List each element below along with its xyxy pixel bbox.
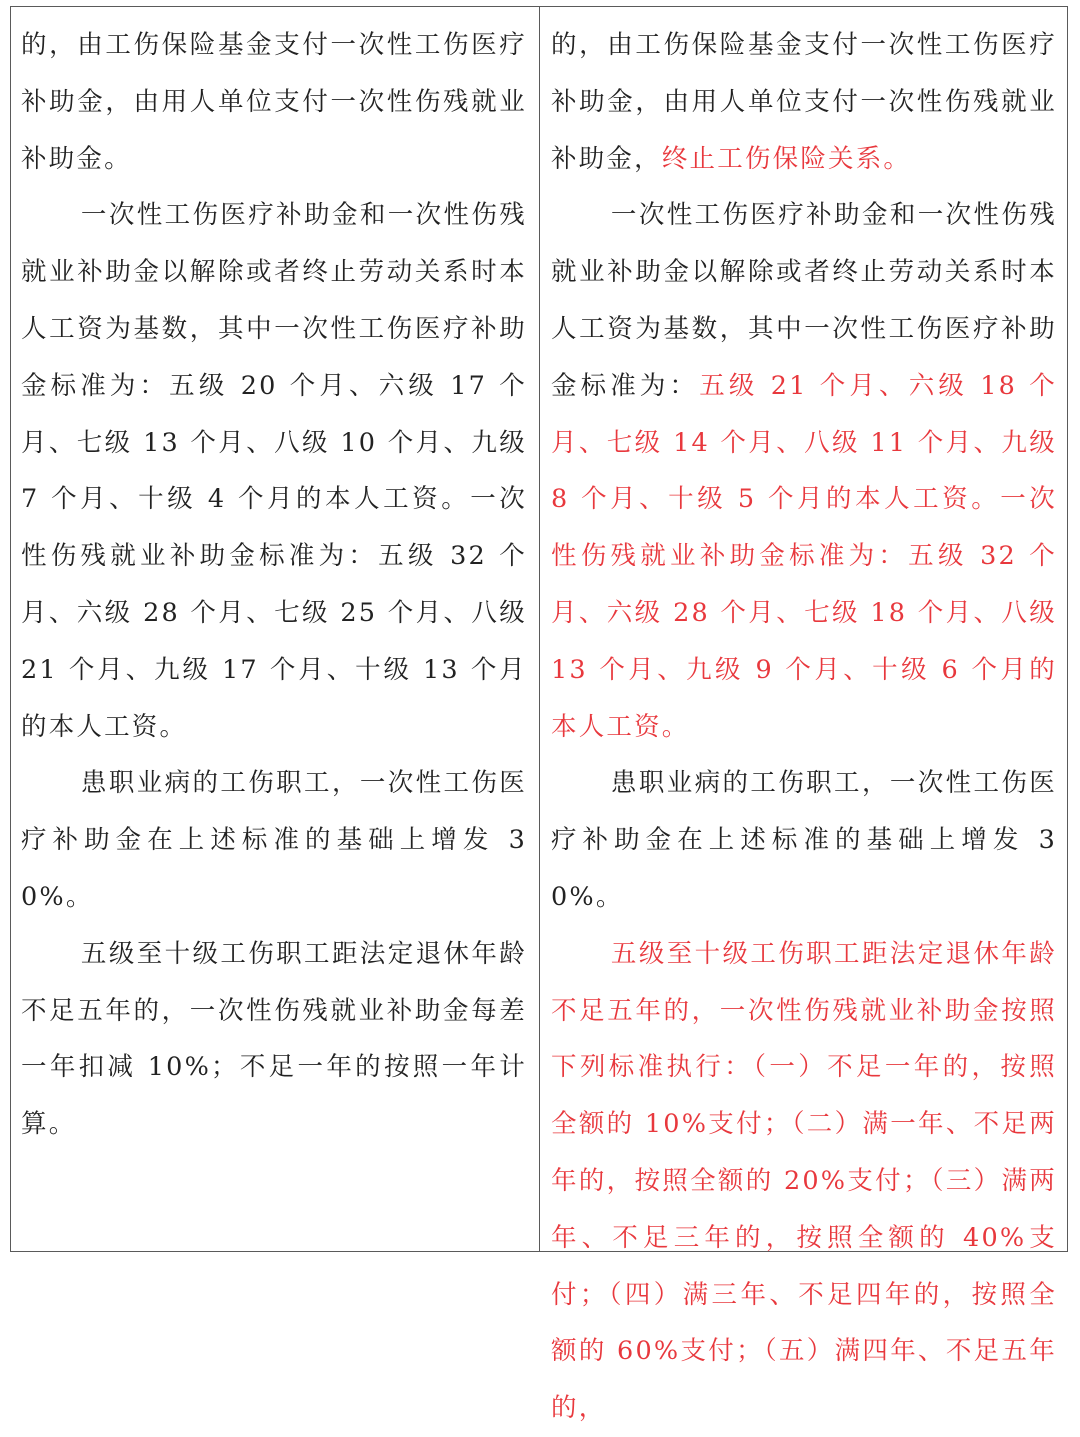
right-paragraph-2 bbox=[551, 187, 1057, 755]
left-paragraph-1: 的，由工伤保险基金支付一次性工伤医疗补助金，由用人单位支付一次性伤残就业补助金。 bbox=[21, 30, 527, 174]
left-paragraph-4: 五级至十级工伤职工距法定退休年龄不足五年的，一次性伤残就业补助金每差一年扣减 10%；不足一年的按照一年计算。 bbox=[21, 938, 527, 1140]
left-paragraph-3: 患职业病的工伤职工，一次性工伤医疗补助金在上述标准的基础上增发 30%。 bbox=[21, 768, 527, 912]
revised-text-column bbox=[540, 7, 1067, 1424]
right-paragraph-2-text: 一次性工伤医疗补助金和一次性伤残就业补助金以解除或者终止劳动关系时本人工资为基数，其中一次性工伤医疗补助金标准为： bbox=[551, 200, 1057, 401]
comparison-table bbox=[10, 6, 1068, 1424]
right-paragraph-3: 患职业病的工伤职工，一次性工伤医疗补助金在上述标准的基础上增发 30%。 bbox=[551, 768, 1057, 912]
right-paragraph-1-revision: 终止工伤保险关系。 bbox=[661, 143, 912, 174]
right-paragraph-4-revision: 五级至十级工伤职工距法定退休年龄不足五年的，一次性伤残就业补助金按照下列标准执行：（一）不足一年的，按照全额的 10%支付；（二）满一年、不足两年的，按照全额的 20%支付；（三）满两年、不足三年的，按照全额的 40%支付；（四）满三年、不足四年的，按照全额的 60%支付；（五）满四年、不足五年的， bbox=[551, 938, 1057, 1424]
left-paragraph-2: 一次性工伤医疗补助金和一次性伤残就业补助金以解除或者终止劳动关系时本人工资为基数，其中一次性工伤医疗补助金标准为：五级 20 个月、六级 17 个月、七级 13 个月、八级 10 个月、九级 7 个月、十级 4 个月的本人工资。一次性伤残就业补助金标准为：五级 32 个月、六级 28 个月、七级 25 个月、八级 21 个月、九级 17 个月、十级 13 个月的本人工资。 bbox=[21, 200, 527, 742]
original-text-column bbox=[11, 7, 540, 1251]
right-paragraph-1-text: 的，由工伤保险基金支付一次性工伤医疗补助金，由用人单位支付一次性伤残就业补助金， bbox=[551, 30, 1057, 174]
right-paragraph-1 bbox=[551, 17, 1057, 187]
right-paragraph-2-revision: 五级 21 个月、六级 18 个月、七级 14 个月、八级 11 个月、九级 8 个月、十级 5 个月的本人工资。一次性伤残就业补助金标准为：五级 32 个月、六级 28 个月、七级 18 个月、八级 13 个月、九级 9 个月、十级 6 个月的本人工资。 bbox=[551, 370, 1057, 742]
